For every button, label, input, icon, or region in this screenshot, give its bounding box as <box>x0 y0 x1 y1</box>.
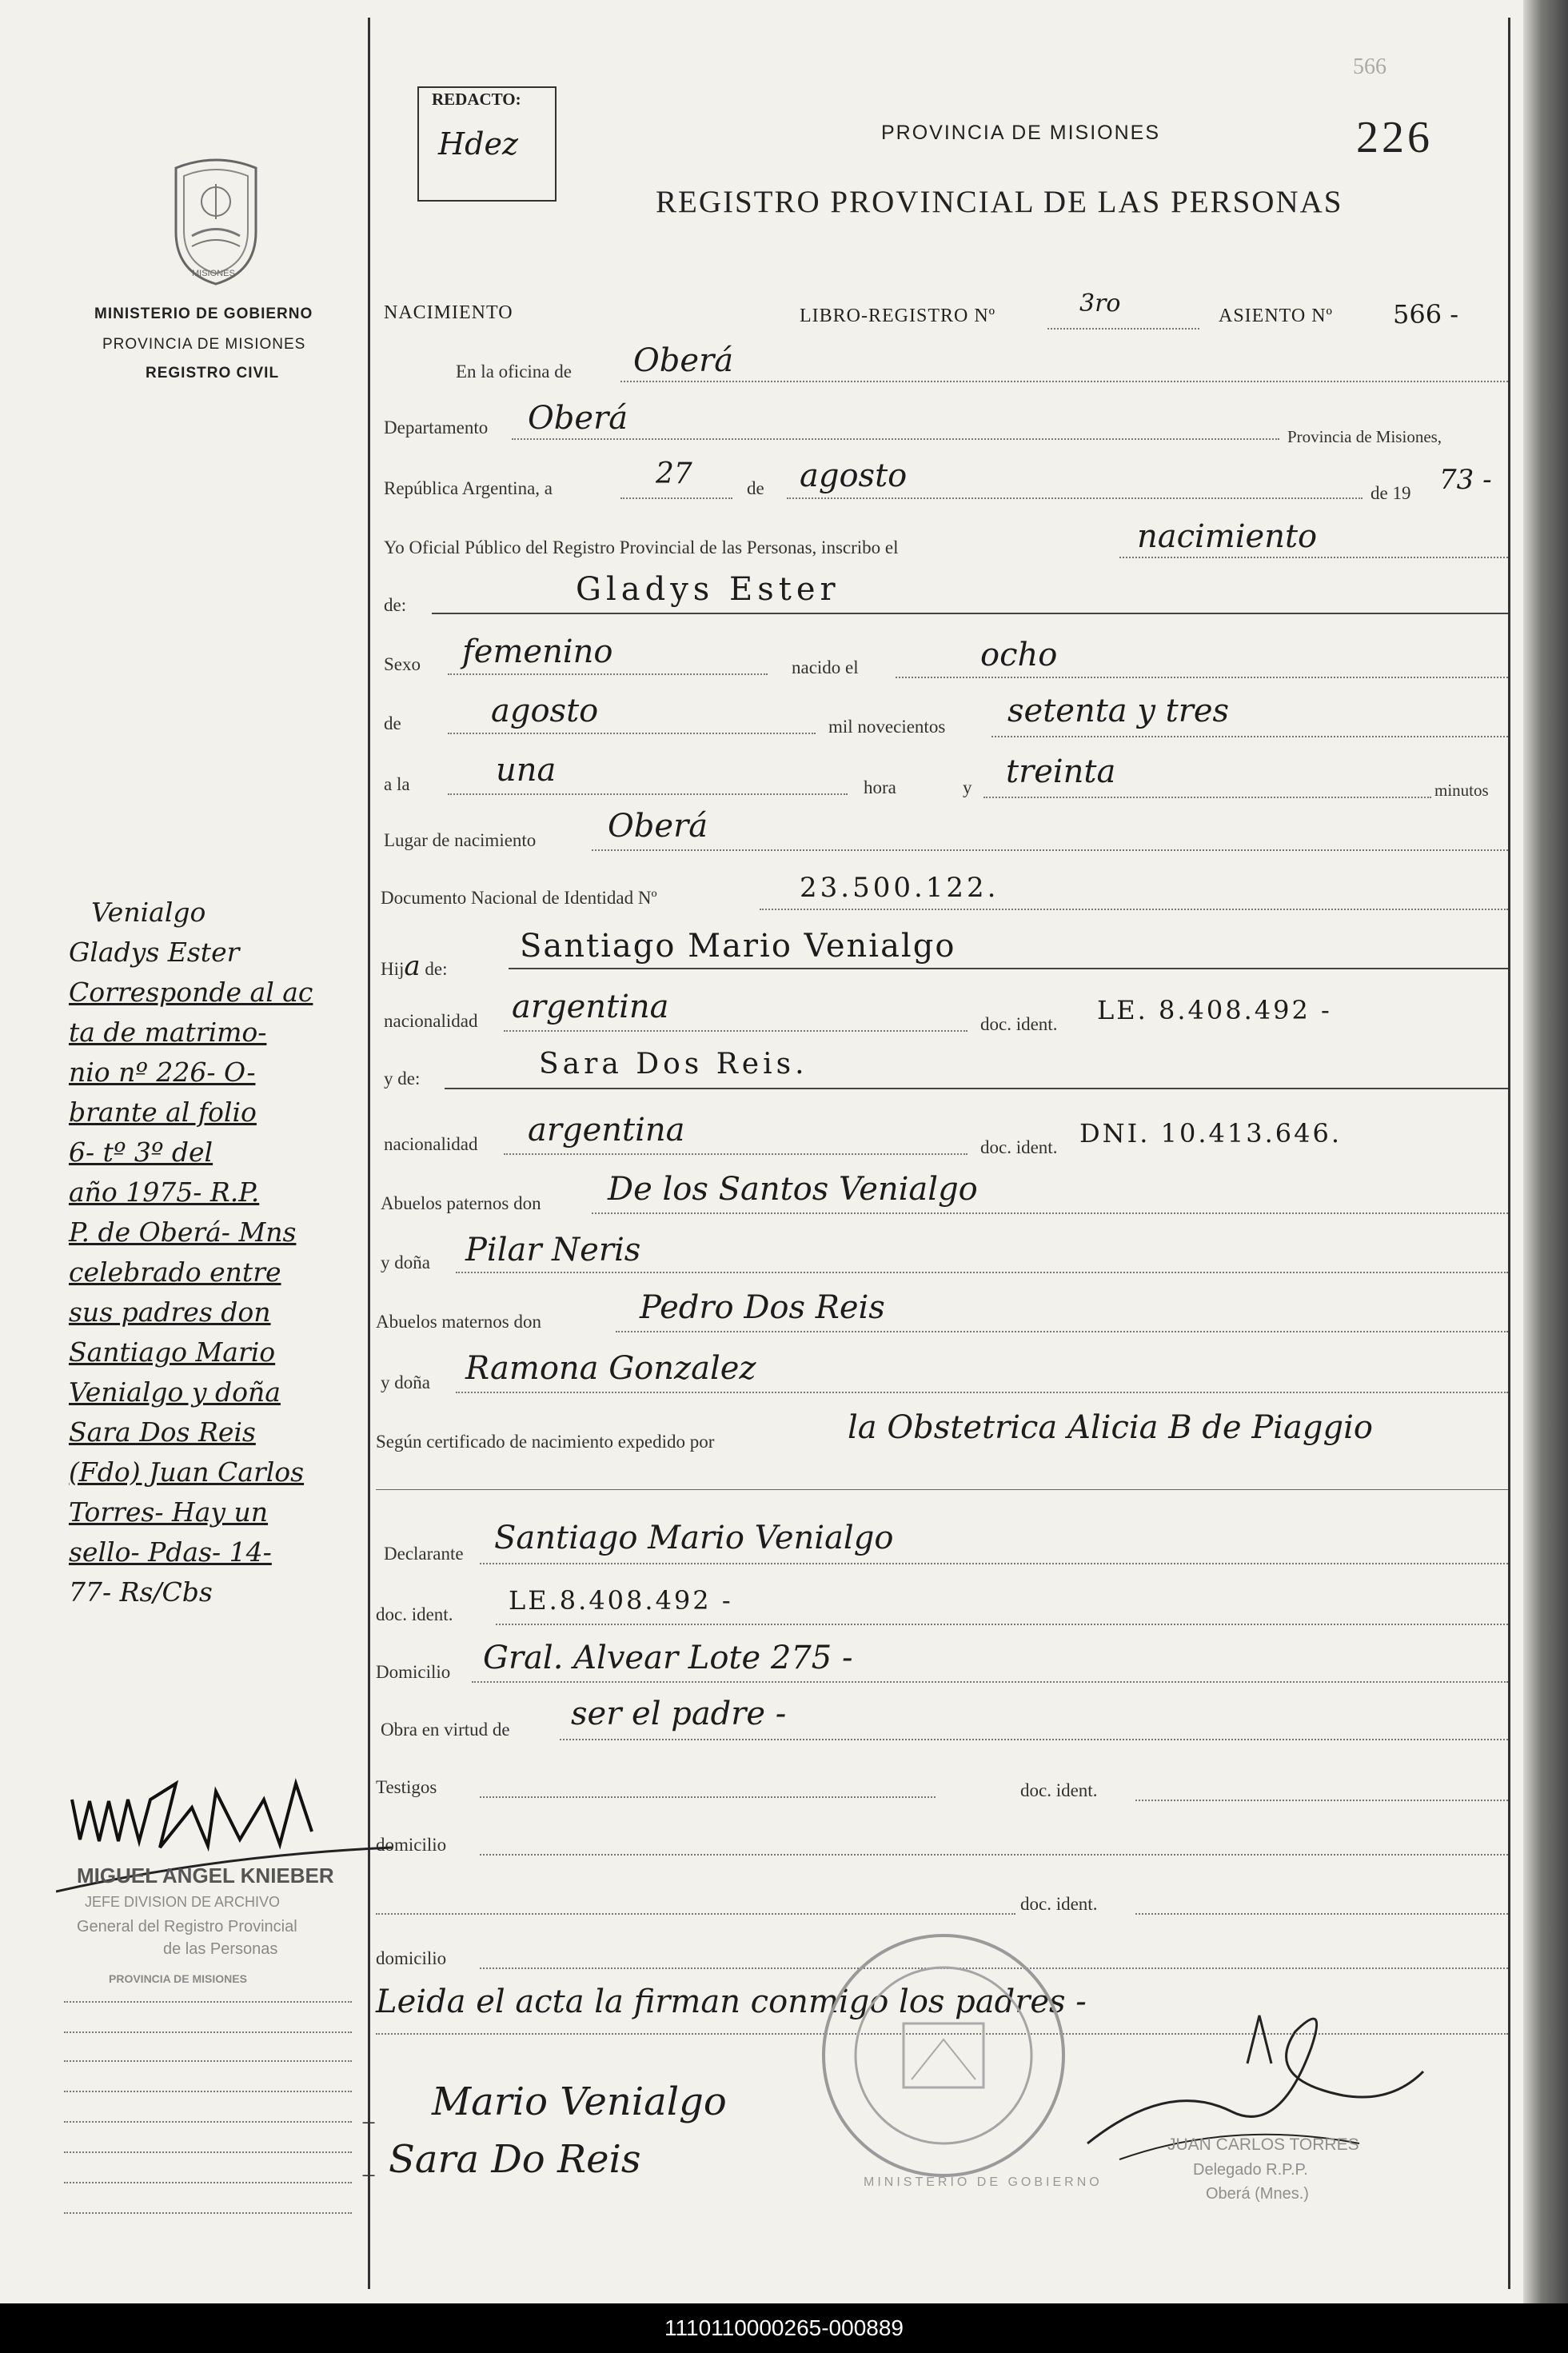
nac2-label: nacionalidad <box>384 1134 478 1154</box>
segun-rule <box>376 1489 1508 1490</box>
margin-line: sello- Pdas- 14- <box>69 1536 272 1568</box>
mil-label: mil novecientos <box>828 717 946 737</box>
oficina-value: Oberá <box>633 342 734 379</box>
margin-line: (Fdo) Juan Carlos <box>69 1456 305 1488</box>
signer-title-4: PROVINCIA DE MISIONES <box>109 1972 247 1985</box>
leida-value: Leida el acta la firman conmigo los padres - <box>376 1983 1087 2020</box>
lugar-line <box>592 849 1508 851</box>
mil-value: setenta y tres <box>1007 693 1230 729</box>
obra-label: Obra en virtud de <box>381 1720 510 1740</box>
margin-line: Venialgo <box>91 897 206 928</box>
hijo-label <box>381 950 448 982</box>
obra-value: ser el padre - <box>571 1696 787 1732</box>
page-number: 226 <box>1356 113 1433 162</box>
margin-line: Sara Dos Reis <box>69 1416 256 1448</box>
declarante-line <box>480 1563 1508 1564</box>
lugar-label: Lugar de nacimiento <box>384 830 537 850</box>
mes2-line <box>448 733 816 734</box>
margin-rule <box>64 2001 352 2003</box>
abpat2-line <box>456 1272 1508 1273</box>
testigo2-line <box>376 1913 1015 1915</box>
abmat-value: Pedro Dos Reis <box>640 1289 885 1326</box>
declarante-value: Santiago Mario Venialgo <box>494 1520 894 1556</box>
sexo-label: Sexo <box>384 654 421 674</box>
doc5-line <box>1135 1913 1508 1915</box>
ala-label: a la <box>384 774 410 794</box>
dni-value: 23.500.122. <box>800 872 999 904</box>
oficial-line <box>1119 557 1508 558</box>
mes-line <box>787 497 1363 499</box>
signer-title-2: General del Registro Provincial <box>77 1918 297 1936</box>
republica-label: República Argentina, a <box>384 478 553 498</box>
coat-of-arms-icon <box>160 152 272 288</box>
segun-label: Según certificado de nacimiento expedido por <box>376 1432 715 1452</box>
nacido-label: nacido el <box>792 657 859 677</box>
domicilio-line <box>472 1681 1508 1683</box>
dia-line <box>620 497 732 499</box>
declarante-label: Declarante <box>384 1544 464 1564</box>
margin-line: Gladys Ester <box>69 937 240 968</box>
doc2-value: DNI. 10.413.646. <box>1079 1118 1343 1149</box>
abmat-label: Abuelos maternos don <box>376 1312 541 1332</box>
signer-title-3: de las Personas <box>163 1940 278 1958</box>
asiento-value: 566 - <box>1393 299 1459 330</box>
province-heading: PROVINCIA DE MISIONES <box>881 122 1161 144</box>
signer-title-1: JEFE DIVISION DE ARCHIVO <box>85 1894 281 1910</box>
margin-line: Corresponde al ac <box>69 977 313 1008</box>
nombre-value: Gladys Ester <box>576 571 840 608</box>
ydona1-label: y doña <box>381 1252 430 1272</box>
official-place: Oberá (Mnes.) <box>1206 2185 1309 2203</box>
dni-line <box>760 909 1508 910</box>
minutos-line <box>983 797 1431 798</box>
signer-name: MIGUEL ANGEL KNIEBER <box>77 1864 334 1888</box>
doc3-line <box>496 1624 1508 1625</box>
hijo-de-label: de: <box>425 959 448 979</box>
domicilio2-label: domicilio <box>376 1835 447 1855</box>
departamento-label: Departamento <box>384 417 489 437</box>
margin-line: celebrado entre <box>69 1256 281 1288</box>
abmat-line <box>616 1331 1508 1332</box>
margin-annotation <box>69 893 313 1612</box>
domicilio-value: Gral. Alvear Lote 275 - <box>483 1640 853 1676</box>
anio-prefix: de 19 <box>1371 483 1411 503</box>
margin-line: brante al folio <box>69 1097 257 1128</box>
nac2-value: argentina <box>528 1112 685 1149</box>
de3-label: de <box>384 713 401 733</box>
registry-line: REGISTRO CIVIL <box>146 365 280 382</box>
libro-label: LIBRO-REGISTRO Nº <box>800 306 996 326</box>
nac1-label: nacionalidad <box>384 1011 478 1031</box>
margin-rule <box>64 2182 352 2183</box>
official-round-seal <box>816 1928 1071 2183</box>
abpat2-value: Pilar Neris <box>465 1232 641 1268</box>
signature-mother: Sara Do Reis <box>389 2137 641 2182</box>
segun-value: la Obstetrica Alicia B de Piaggio <box>848 1409 1373 1446</box>
oficina-label: En la oficina de <box>456 362 572 382</box>
testigos-label: Testigos <box>376 1777 437 1797</box>
minutos-value: treinta <box>1006 753 1116 790</box>
doc4-label: doc. ident. <box>1020 1780 1098 1800</box>
redacto-label: REDACTO: <box>432 90 521 109</box>
madre-rule <box>445 1088 1508 1089</box>
margin-line: Santiago Mario <box>69 1336 276 1368</box>
margin-rule <box>64 2121 352 2123</box>
margin-line: sus padres don <box>69 1296 271 1328</box>
dia-value: 27 <box>656 457 692 490</box>
hora-line <box>448 793 848 795</box>
margin-line: año 1975- R.P. <box>69 1176 260 1208</box>
registry-title: REGISTRO PROVINCIAL DE LAS PERSONAS <box>656 185 1343 219</box>
seal-caption: MISIONES <box>192 269 235 278</box>
redacto-box <box>417 86 557 202</box>
oficina-line <box>620 381 1508 382</box>
yde-label: y de: <box>384 1069 421 1089</box>
margin-line: ta de matrimo- <box>69 1017 267 1048</box>
nacido-value: ocho <box>980 637 1058 673</box>
official-name: JUAN CARLOS TORRES <box>1167 2135 1359 2154</box>
hora-value: una <box>496 752 557 789</box>
nac1-line <box>504 1030 968 1032</box>
abpat-value: De los Santos Venialgo <box>608 1171 978 1208</box>
nac2-line <box>504 1153 968 1155</box>
official-title: Delegado R.P.P. <box>1193 2161 1308 2179</box>
doc3-label: doc. ident. <box>376 1604 453 1624</box>
dni-label: Documento Nacional de Identidad Nº <box>381 888 657 908</box>
abmat2-line <box>456 1392 1508 1393</box>
plus-mark-1: + <box>361 2108 377 2137</box>
seal-ring-text: MINISTERIO DE GOBIERNO <box>864 2175 1103 2189</box>
abpat-label: Abuelos paternos don <box>381 1193 541 1213</box>
departamento-line <box>512 438 1279 440</box>
domicilio2-line <box>480 1854 1508 1856</box>
signature-father: Mario Venialgo <box>432 2079 727 2124</box>
nacido-line <box>896 677 1508 678</box>
testigos-line <box>480 1796 936 1798</box>
margin-line: 6- tº 3º del <box>69 1137 213 1168</box>
minutos-label: minutos <box>1434 781 1489 800</box>
margin-line: 77- Rs/Cbs <box>69 1576 213 1608</box>
margin-rule <box>64 2151 352 2153</box>
padre-rule <box>509 968 1508 969</box>
page-edge <box>1523 0 1568 2303</box>
sexo-line <box>448 673 768 675</box>
hijo-prefix: Hij <box>381 959 405 979</box>
oficial-text: Yo Oficial Público del Registro Provincial de las Personas, inscribo el <box>384 537 899 557</box>
lugar-value: Oberá <box>608 808 708 845</box>
mes-value: agosto <box>800 457 908 494</box>
domicilio3-label: domicilio <box>376 1948 447 1968</box>
nac1-value: argentina <box>512 989 669 1025</box>
margin-rule <box>64 2060 352 2062</box>
ministry-line: MINISTERIO DE GOBIERNO <box>94 306 313 322</box>
stamp-page-number: 566 <box>1353 54 1386 79</box>
madre-value: Sara Dos Reis. <box>539 1048 808 1081</box>
departamento-value: Oberá <box>528 400 628 437</box>
padre-value: Santiago Mario Venialgo <box>520 928 956 965</box>
margin-line: Venialgo y doña <box>69 1376 281 1408</box>
anio-value: 73 - <box>1439 464 1492 496</box>
province-line: PROVINCIA DE MISIONES <box>102 336 306 353</box>
margin-line: P. de Oberá- Mns <box>69 1216 297 1248</box>
hijo-suffix: a <box>404 950 421 982</box>
mes2-value: agosto <box>491 693 599 729</box>
margin-rule <box>64 2031 352 2033</box>
libro-value: 3ro <box>1079 290 1121 318</box>
nacimiento-label: NACIMIENTO <box>384 302 513 323</box>
asiento-label: ASIENTO Nº <box>1219 306 1333 326</box>
mil-line <box>991 736 1508 737</box>
domicilio-label: Domicilio <box>376 1662 451 1682</box>
abmat2-value: Ramona Gonzalez <box>465 1350 756 1387</box>
doc1-label: doc. ident. <box>980 1014 1058 1034</box>
right-margin-rule <box>1508 18 1510 2289</box>
hora-label: hora <box>864 777 896 797</box>
margin-rule <box>64 2212 352 2214</box>
doc1-value: LE. 8.408.492 - <box>1097 995 1332 1025</box>
provincia-suffix: Provincia de Misiones, <box>1287 427 1442 446</box>
oficial-value: nacimiento <box>1137 518 1318 555</box>
doc3-value: LE.8.408.492 - <box>509 1585 733 1616</box>
nombre-rule <box>432 613 1508 614</box>
de-label: de <box>747 478 764 498</box>
margin-line: nio nº 226- O- <box>69 1057 256 1088</box>
margin-rule <box>64 2091 352 2092</box>
margin-line: Torres- Hay un <box>69 1496 269 1528</box>
y-label: y <box>963 777 972 797</box>
ydona2-label: y doña <box>381 1372 430 1392</box>
doc4-line <box>1135 1800 1508 1801</box>
left-margin-rule <box>368 18 370 2289</box>
redacto-value: Hdez <box>438 126 518 162</box>
doc5-label: doc. ident. <box>1020 1894 1098 1914</box>
obra-line <box>560 1739 1508 1740</box>
abpat-line <box>592 1212 1508 1214</box>
libro-line <box>1047 328 1199 330</box>
doc2-label: doc. ident. <box>980 1137 1058 1157</box>
sexo-value: femenino <box>462 633 613 670</box>
de2-label: de: <box>384 595 407 615</box>
plus-mark-2: + <box>361 2161 377 2190</box>
footer-code: 1110110000265-000889 <box>0 2303 1568 2353</box>
